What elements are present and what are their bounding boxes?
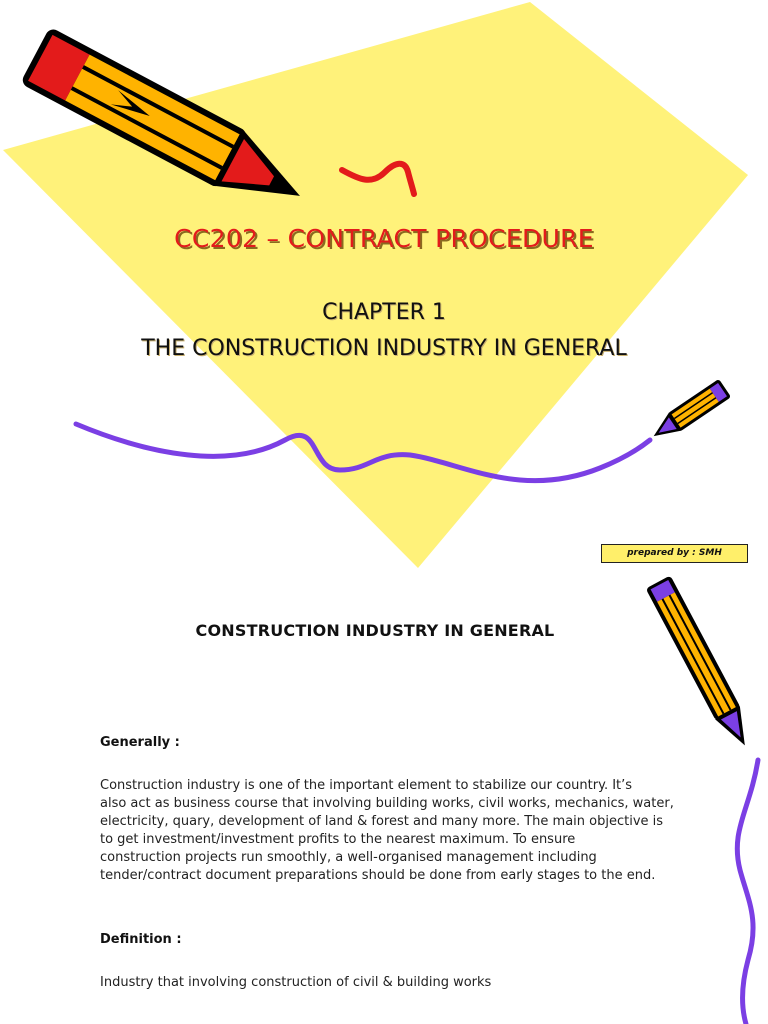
paragraph-line: tender/contract document preparations should be done from early stages to the end. (100, 868, 656, 883)
generally-label: Generally : (100, 735, 180, 750)
chapter-title: THE CONSTRUCTION INDUSTRY IN GENERAL (141, 336, 627, 361)
paragraph-line: also act as business course that involving building works, civil works, mechanics, water, (100, 796, 674, 811)
definition-text: Industry that involving construction of civil & building works (100, 975, 492, 990)
pencil-icon (648, 379, 732, 445)
prepared-by-box: prepared by : SMH (601, 544, 748, 563)
definition-label: Definition : (100, 932, 182, 947)
purple-side-squiggle (737, 760, 758, 1024)
chapter-label: CHAPTER 1 (322, 300, 446, 325)
course-title: CC202 – CONTRACT PROCEDURE (174, 224, 594, 253)
paragraph-line: Construction industry is one of the important element to stabilize our country. It’s (100, 778, 633, 793)
paragraph-line: electricity, quary, development of land & forest and many more. The main objective is (100, 814, 664, 829)
paragraph-line: to get investment/investment profits to the nearest maximum. To ensure (100, 832, 576, 847)
paragraph-line: construction projects run smoothly, a well-organised management including (100, 850, 597, 865)
pencil-icon (646, 575, 758, 751)
document-heading: CONSTRUCTION INDUSTRY IN GENERAL (195, 621, 555, 640)
generally-paragraph (100, 777, 710, 885)
